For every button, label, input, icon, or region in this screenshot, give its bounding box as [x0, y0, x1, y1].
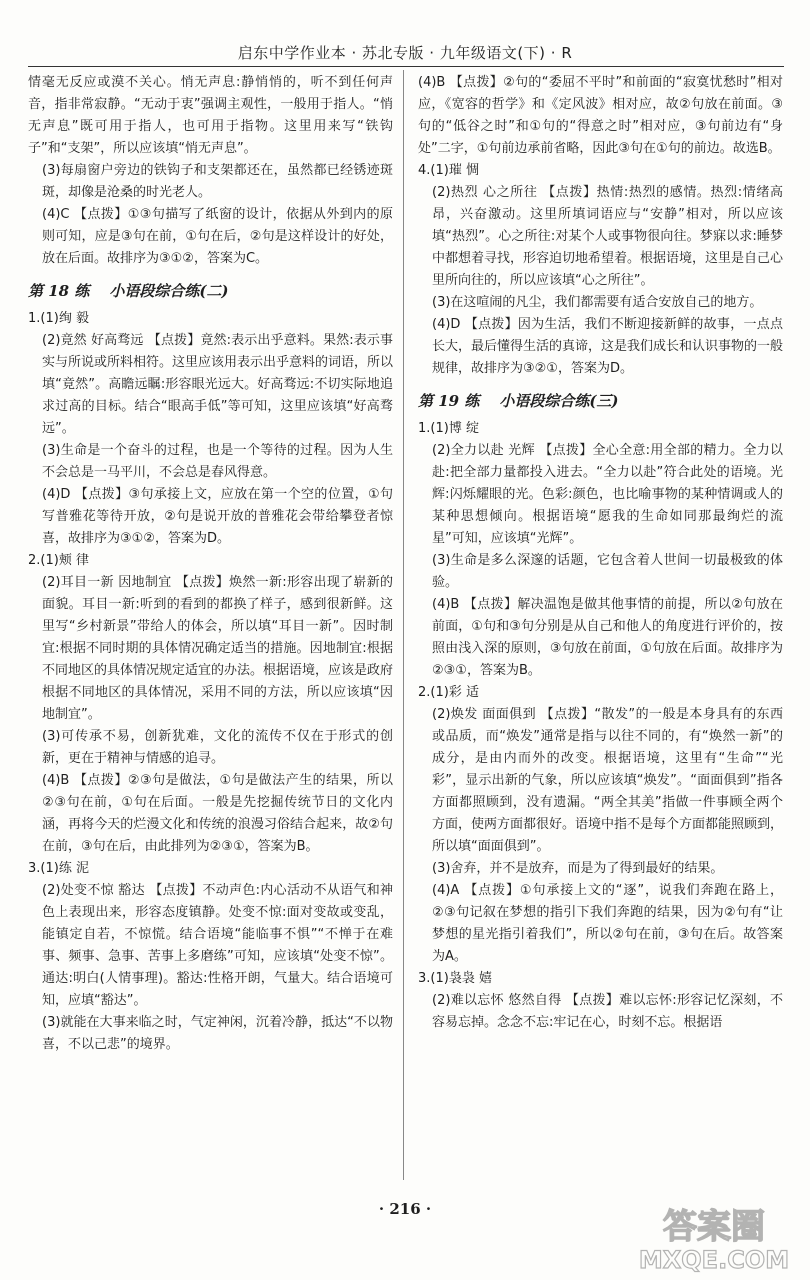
answer-paragraph: 1.(1)博 绽	[418, 421, 479, 436]
answer-paragraph: 2.(1)颊 律	[28, 553, 89, 568]
answer-paragraph: (4)B 【点拨】②句的“委屈不平时”和前面的“寂寞忧愁时”相对应，《宽容的哲学》和《定风波》相对应，故②句放在前面。③句的“低谷之时”和①句的“得意之时”相对应，③句前边有“身处”二字，①句前边承前省略，因此③句在①句的前边。故选B。	[418, 75, 783, 156]
answer-paragraph: (4)A 【点拨】①句承接上文的“逐”，说我们奔跑在路上，②③句记叙在梦想的指引下我们奔跑的结果，因为②句有“让梦想的星光指引着我们”，所以②句在前，③句在后。故答案为A。	[432, 883, 783, 964]
answer-paragraph: (2)焕发 面面俱到 【点拨】“散发”的一般是本身具有的东西或品质，而“焕发”通常是指与以往不同的，有“焕然一新”的成分，是由内而外的改变。根据语境，这里有“生命”“光彩”，显示出新的气象，所以应该填“焕发”。“面面俱到”指各方面都照顾到，没有遗漏。“两全其美”指做一件事顾全两个方面，使两方面都很好。语境中指不是每个方面都能照顾到，所以填“面面俱到”。	[432, 707, 784, 854]
answer-paragraph: (2)难以忘怀 悠然自得 【点拨】难以忘怀:形容记忆深刻，不容易忘掉。念念不忘:牢记在心，时刻不忘。根据语	[432, 993, 783, 1030]
answer-paragraph: (3)在这喧闹的凡尘，我们都需要有适合安放自己的地方。	[432, 295, 763, 310]
answer-paragraph: (2)热烈 心之所往 【点拨】热情:热烈的感情。热烈:情绪高昂，兴奋激动。这里所填词语应与“安静”相对，所以应该填“热烈”。心之所往:对某个人或事物很向往。梦寐以求:睡梦中都想着寻找，形容迫切地希望着。根据语境，这里是自己心里所向往的，所以应该填“心之所往”。	[432, 185, 784, 288]
answer-paragraph: (3)舍弃，并不是放弃，而是为了得到最好的结果。	[432, 861, 724, 876]
answer-paragraph: (3)就能在大事来临之时，气定神闲，沉着冷静，抵达“不以物喜，不以己悲”的境界。	[42, 1015, 393, 1052]
answer-paragraph: 1.(1)绚 毅	[28, 311, 89, 326]
answer-paragraph: 2.(1)彩 适	[418, 685, 479, 700]
answer-paragraph: (4)D 【点拨】③句承接上文，应放在第一个空的位置，①句写普雅花等待开放，②句是说开放的普雅花会带给攀登者惊喜，故排序为③①②，答案为D。	[42, 487, 393, 546]
answer-paragraph: (2)处变不惊 豁达 【点拨】不动声色:内心活动不从语气和神色上表现出来，形容态度镇静。处变不惊:面对变故或变乱，能镇定自若，不惊慌。结合语境“能临事不惧”“不惮于在难事、频事、急事、苦事上多磨练”可知，应该填“处变不惊”。通达:明白(人情事理)。豁达:性格开朗，气量大。结合语境可知，应填“豁达”。	[42, 883, 393, 1008]
answer-paragraph: 4.(1)璀 惆	[418, 163, 479, 178]
page-number: · 216 ·	[378, 1200, 432, 1218]
watermark-line2: MXQE.COM	[638, 1246, 790, 1274]
column-divider	[403, 70, 404, 1180]
answer-paragraph: 3.(1)练 泥	[28, 861, 89, 876]
section-title: 小语段综合练(三)	[499, 392, 619, 410]
answer-paragraph: (4)C 【点拨】①③句描写了纸窗的设计，依据从外到内的原则可知，应是③句在前，①句在后，②句是这样设计的好处，放在后面。故排序为③①②，答案为C。	[42, 207, 393, 266]
watermark-logo	[628, 1196, 800, 1276]
answer-paragraph: (4)B 【点拨】解决温饱是做其他事情的前提，所以②句放在前面，①句和③句分别是从自己和他人的角度进行评价的，按照由浅入深的原则，③句放在前面，①句放在后面。故排序为②③①，答案为B。	[432, 597, 783, 678]
running-header: 启东中学作业本 · 苏北专版 · 九年级语文(下) · R	[237, 44, 573, 62]
answer-paragraph: (3)每扇窗户旁边的铁钩子和支架都还在，虽然都已经锈迹斑斑，却像是沧桑的时光老人。	[42, 163, 393, 200]
answer-paragraph: (4)D 【点拨】因为生活，我们不断迎接新鲜的故事，一点点长大，最后懂得生活的真谛，这是我们成长和认识事物的一般规律，故排序为③②①，答案为D。	[432, 317, 784, 376]
answer-paragraph: 情毫无反应或漠不关心。悄无声息:静悄悄的，听不到任何声音，指非常寂静。“无动于衷”强调主观性，一般用于指人。“悄无声息”既可用于指人，也可用于指物。这里用来写“铁钩子”和“支架”，所以应该填“悄无声息”。	[28, 75, 393, 156]
section-title: 小语段综合练(二)	[109, 282, 229, 300]
header-rule	[28, 66, 784, 67]
answer-paragraph: (3)生命是一个奋斗的过程，也是一个等待的过程。因为人生不会总是一马平川，不会总是春风得意。	[42, 443, 393, 480]
answer-paragraph: (2)耳目一新 因地制宜 【点拨】焕然一新:形容出现了崭新的面貌。耳目一新:听到的看到的都换了样子，感到很新鲜。这里写“乡村新景”带给人的体会，所以填“耳目一新”。因时制宜:根据不同时期的具体情况确定适当的措施。因地制宜:根据不同地区的具体情况规定适宜的办法。根据语境，应该是政府根据不同地区的具体情况，采用不同的方法，所以应该填“因地制宜”。	[42, 575, 394, 722]
watermark-line1: 答案圈	[663, 1207, 765, 1247]
answer-paragraph: (4)B 【点拨】②③句是做法，①句是做法产生的结果，所以②③句在前，①句在后面。一般是先挖掘传统节日的文化内涵，再将今天的烂漫文化和传统的浪漫习俗结合起来，故②句在前，③句在后，由此排列为②③①，答案为B。	[42, 773, 393, 854]
left-column	[28, 72, 393, 1056]
section-number: 第 18 练	[28, 282, 90, 300]
answer-paragraph: 3.(1)袅袅 嬉	[418, 971, 492, 986]
answer-paragraph: (2)竟然 好高骛远 【点拨】竟然:表示出乎意料。果然:表示事实与所说或所料相符。这里应该用表示出乎意料的词语，所以填“竟然”。高瞻远瞩:形容眼光远大。好高骛远:不切实际地追求过高的目标。结合“眼高手低”等可知，这里应该填“好高骛远”。	[42, 333, 394, 436]
section-number: 第 19 练	[418, 392, 480, 410]
section-heading	[28, 278, 393, 304]
answer-paragraph: (2)全力以赴 光辉 【点拨】全心全意:用全部的精力。全力以赴:把全部力量都投入进去。“全力以赴”符合此处的语境。光辉:闪烁耀眼的光。色彩:颜色，也比喻事物的某种情调或人的某种思想倾向。根据语境“愿我的生命如同那最绚烂的流星”可知，应该填“光辉”。	[432, 443, 783, 546]
right-column	[418, 72, 783, 1034]
answer-paragraph: (3)生命是多么深邃的话题，它包含着人世间一切最极致的体验。	[432, 553, 783, 590]
answer-paragraph: (3)可传承不易，创新犹难，文化的流传不仅在于形式的创新，更在于精神与情感的追寻。	[42, 729, 393, 766]
section-heading	[418, 388, 783, 414]
